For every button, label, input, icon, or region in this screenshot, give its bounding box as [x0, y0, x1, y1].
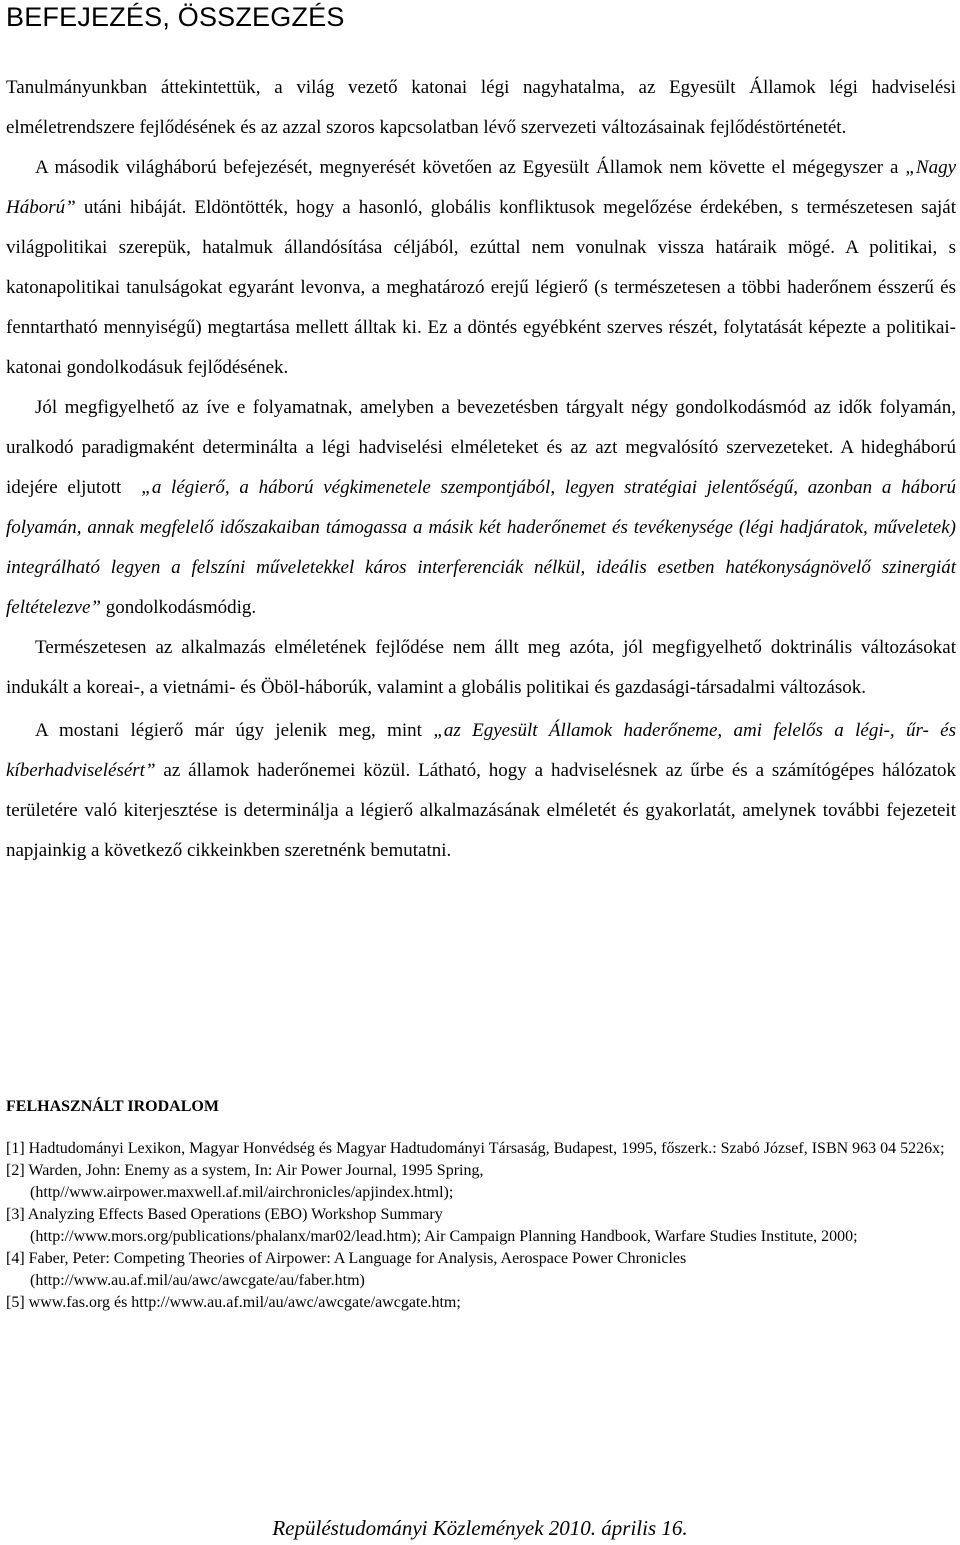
paragraph-5-quote: „az Egyesült Államok haderőneme, ami felelős a légi-, űr- és kíberhadviselésért” [6, 720, 957, 781]
reference-item [6, 1292, 956, 1314]
reference-url[interactable]: (http//www.airpower.maxwell.af.mil/airchronicles/apjindex.html); [30, 1184, 454, 1201]
paragraph-3-text-a: Jól megfigyelhető az íve e folyamatnak, amelyben a bevezetésben tárgyalt négy gondolkodásmód az idők folyamán, uralkodó paradigmaként determinálta a légi hadviselési elméleteket és az azt megvalósító szervezeteket. A hidegháború idejére eljutott [6, 397, 956, 498]
paragraph-3-text-b: gondolkodásmódig. [105, 597, 257, 618]
paragraph-2-text-a: A második világháború befejezését, megnyerését követően az Egyesült Államok nem követte el mégegyszer a [35, 157, 899, 178]
references-heading: FELHASZNÁLT IRODALOM [6, 1098, 219, 1115]
reference-item [6, 1160, 956, 1204]
reference-item [6, 1138, 956, 1160]
paragraph-5 [6, 711, 956, 871]
reference-text: [4] Faber, Peter: Competing Theories of Airpower: A Language for Analysis, Aerospace Power Chronicles [6, 1250, 687, 1267]
reference-item [6, 1204, 956, 1248]
section-title: BEFEJEZÉS, ÖSSZEGZÉS [6, 2, 345, 32]
reference-url[interactable]: (http://www.mors.org/publications/phalanx/mar02/lead.htm); Air Campaign Planning Handbook, Warfare Studies Institute, 2000; [30, 1228, 858, 1245]
page-footer: Repüléstudományi Közlemények 2010. április 16. [272, 1516, 688, 1540]
reference-text: [2] Warden, John: Enemy as a system, In: Air Power Journal, 1995 Spring, [6, 1162, 484, 1179]
reference-text: [5] www.fas.org és http://www.au.af.mil/au/awc/awcgate/awcgate.htm; [6, 1294, 461, 1311]
paragraph-3 [6, 388, 956, 628]
reference-text: [3] Analyzing Effects Based Operations (EBO) Workshop Summary [6, 1206, 443, 1223]
paragraph-5-text-a: A mostani légierő már úgy jelenik meg, mint [35, 720, 422, 741]
paragraph-2-quote: „Nagy Háború” [6, 157, 957, 218]
paragraph-2-text-b: utáni hibáját. Eldöntötték, hogy a hasonló, globális konfliktusok megelőzése érdekében, s természetesen saját világpolitikai szerepük, hatalmuk állandósítása céljából, ezúttal nem vonulnak vissza határaik mögé. A politikai, s katonapolitikai tanulságokat egyaránt levonva, a meghatározó erejű légierő (s természetesen a többi haderőnem ésszerű és fenntartható mennyiségű) megtartása mellett álltak ki. Ez a döntés egyébként szerves részét, folytatását képezte a politikai-katonai gondolkodásuk fejlődésének. [6, 197, 957, 378]
paragraph-2 [6, 148, 956, 388]
reference-list [6, 1138, 956, 1314]
body-text [6, 68, 956, 871]
reference-text: [1] Hadtudományi Lexikon, Magyar Honvédség és Magyar Hadtudományi Társaság, Budapest, 1995, főszerk.: Szabó József, ISBN 963 04 5226x; [6, 1140, 945, 1157]
reference-url[interactable]: (http://www.au.af.mil/au/awc/awcgate/au/faber.htm) [30, 1272, 365, 1289]
paragraph-4: Természetesen az alkalmazás elméletének fejlődése nem állt meg azóta, jól megfigyelhető doktrinális változásokat indukált a koreai-, a vietnámi- és Öböl-háborúk, valamint a globális politikai és gazdasági-társadalmi változások. [6, 637, 956, 698]
reference-item [6, 1248, 956, 1292]
paragraph-1: Tanulmányunkban áttekintettük, a világ vezető katonai légi nagyhatalma, az Egyesült Államok légi hadviselési elméletrendszere fejlődésének és az azzal szoros kapcsolatban lévő szervezeti változásainak fejlődéstörténetét. [6, 77, 956, 138]
paragraph-3-quote: „a légierő, a háború végkimenetele szempontjából, legyen stratégiai jelentőségű, azonban a háború folyamán, annak megfelelő időszakaiban támogassa a másik két haderőnemet és tevékenysége (légi hadjáratok, műveletek) integrálható legyen a felszíni műveletekkel káros interferenciák nélkül, ideális esetben hatékonyságnövelő szinergiát feltételezve” [6, 477, 956, 618]
paragraph-5-text-b: az államok haderőnemei közül. Látható, hogy a hadviselésnek az űrbe és a számítógépes hálózatok területére való kiterjesztése is determinálja a légierő alkalmazásának elméletét és gyakorlatát, amelynek további fejezeteit napjainkig a következő cikkeinkben szeretnénk bemutatni. [6, 760, 956, 861]
